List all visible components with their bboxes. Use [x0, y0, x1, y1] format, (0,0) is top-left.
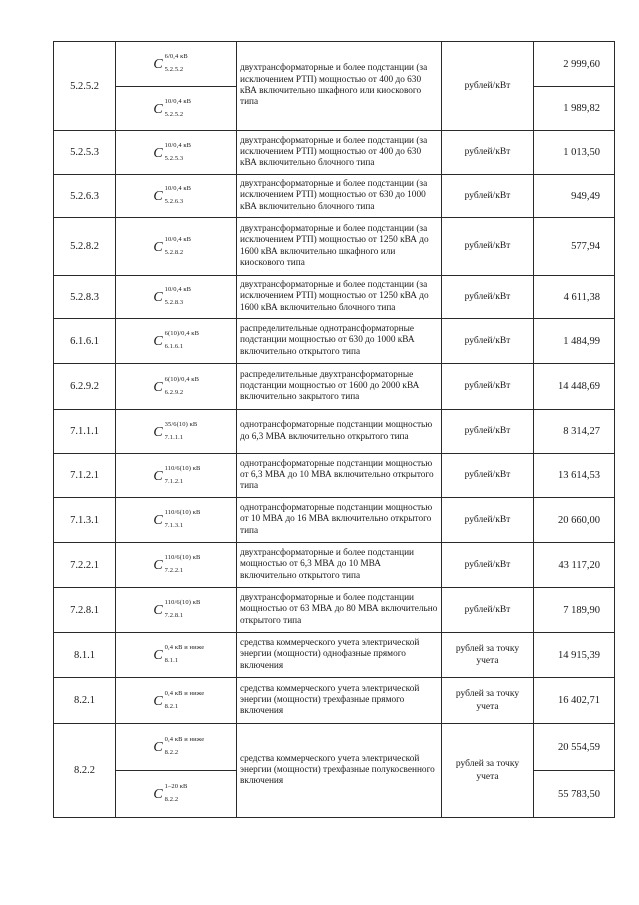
table-row: [54, 42, 615, 87]
rate-symbol-voltage: 110/6(10) кВ: [164, 554, 201, 561]
description-text: распределительные двухтрансформаторные подстанции мощностью от 1600 до 2000 кВА включительно закрытого типа: [240, 369, 420, 403]
rate-value: 14 448,69: [558, 381, 600, 392]
description-cell: [237, 543, 442, 588]
rate-symbol: C 10/0,4 кВ 5.2.8.2: [153, 235, 192, 256]
unit-cell: [442, 364, 534, 410]
rate-symbol: C 10/0,4 кВ 5.2.5.3: [153, 141, 192, 162]
rate-symbol-cell: [116, 87, 237, 131]
item-number-cell: [54, 588, 116, 633]
value-cell: [534, 498, 615, 543]
item-number-cell: [54, 276, 116, 319]
rate-symbol: C 10/0,4 кВ 5.2.6.3: [153, 185, 192, 205]
item-number: 7.1.3.1: [70, 514, 99, 526]
rate-symbol-voltage: 0,4 кВ и ниже: [164, 644, 205, 651]
value-cell: [534, 633, 615, 678]
item-number: 6.1.6.1: [70, 335, 99, 347]
description-text: двухтрансформаторные и более подстанции мощностью от 6,3 МВА до 10 МВА включительно открытого типа: [240, 548, 415, 581]
table-row: [54, 543, 615, 588]
description-cell: [237, 364, 442, 410]
item-number: 7.2.2.1: [70, 559, 99, 571]
unit-text: рублей за точку учета: [455, 643, 520, 666]
rate-symbol-cell: [116, 276, 237, 319]
rate-symbol-cell: [116, 218, 237, 276]
rate-symbol-cell: [116, 131, 237, 175]
unit-text: рублей/кВт: [464, 241, 511, 252]
rate-value: 13 614,53: [558, 470, 600, 481]
value-cell: [534, 771, 615, 818]
value-cell: [534, 87, 615, 131]
unit-text: рублей/кВт: [464, 147, 511, 158]
unit-cell: [442, 454, 534, 498]
description-cell: [237, 42, 442, 131]
rate-symbol-voltage: 10/0,4 кВ: [164, 97, 192, 105]
item-number: 8.2.1: [74, 695, 95, 706]
table-row: [54, 588, 615, 633]
description-cell: [237, 588, 442, 633]
unit-cell: [442, 319, 534, 364]
description-cell: [237, 678, 442, 724]
rate-symbol-index: 5.2.8.2: [164, 248, 184, 256]
item-number: 7.1.2.1: [70, 470, 99, 481]
rate-symbol: C 110/6(10) кВ 7.2.2.1: [153, 554, 201, 574]
item-number-cell: [54, 678, 116, 724]
item-number-cell: [54, 131, 116, 175]
item-number-cell: [54, 218, 116, 276]
rate-value: 7 189,90: [563, 604, 600, 616]
rate-symbol-index: 5.2.8.3: [164, 299, 184, 306]
unit-cell: [442, 724, 534, 818]
unit-text: рублей/кВт: [464, 470, 511, 481]
rate-symbol-index: 7.2.8.1: [164, 612, 184, 619]
description-cell: [237, 319, 442, 364]
description-text: двухтрансформаторные и более подстанции мощностью от 63 МВА до 80 МВА включительно открытого типа: [240, 593, 438, 626]
value-cell: [534, 276, 615, 319]
item-number: 5.2.5.2: [70, 80, 99, 92]
value-cell: [534, 218, 615, 276]
item-number: 5.2.8.3: [70, 291, 99, 303]
description-cell: [237, 633, 442, 678]
unit-text: рублей/кВт: [464, 335, 511, 346]
description-cell: [237, 724, 442, 818]
rate-symbol-index: 7.1.3.1: [164, 522, 184, 529]
item-number: 8.2.2: [74, 765, 95, 776]
rate-symbol: C 6(10)/0,4 кВ 6.2.9.2: [153, 375, 200, 396]
value-cell: [534, 42, 615, 87]
description-text: однотрансформаторные подстанции мощностью от 6,3 МВА до 10 МВА включительно открытого типа: [240, 458, 434, 492]
table-row: [54, 724, 615, 771]
rate-symbol: C 35/6(10) кВ 7.1.1.1: [153, 420, 198, 441]
description-text: двухтрансформаторные и более подстанции (за исключением РТП) мощностью от 400 до 630 кВА включительно блочного типа: [240, 135, 428, 169]
item-number-cell: [54, 498, 116, 543]
unit-text: рублей/кВт: [464, 604, 511, 615]
unit-text: рублей/кВт: [464, 559, 511, 570]
rate-value: 16 402,71: [558, 695, 600, 706]
rate-symbol-index: 8.2.1: [164, 702, 179, 710]
rate-value: 14 915,39: [558, 649, 600, 661]
rate-symbol-index: 5.2.5.2: [164, 110, 184, 118]
rate-symbol-index: 7.1.1.1: [164, 433, 184, 441]
rate-symbol-cell: [116, 364, 237, 410]
unit-text: рублей/кВт: [464, 190, 511, 201]
rate-symbol-cell: [116, 633, 237, 678]
rate-symbol: C 110/6(10) кВ 7.1.2.1: [153, 464, 201, 485]
rate-symbol-cell: [116, 771, 237, 818]
item-number: 5.2.5.3: [70, 147, 99, 158]
unit-text: рублей/кВт: [464, 291, 511, 302]
tariff-table: [53, 41, 615, 818]
unit-text: рублей/кВт: [464, 381, 511, 392]
description-text: распределительные однотрансформаторные подстанции мощностью от 630 до 1000 кВА включительно открытого типа: [240, 324, 415, 357]
rate-symbol-voltage: 10/0,4 кВ: [164, 141, 192, 149]
rate-symbol: C 6/0,4 кВ 5.2.5.2: [153, 53, 188, 73]
rate-symbol: C 110/6(10) кВ 7.2.8.1: [153, 599, 201, 619]
rate-symbol-index: 8.1.1: [164, 657, 179, 664]
rate-symbol: C 110/6(10) кВ 7.1.3.1: [153, 509, 201, 529]
item-number-cell: [54, 319, 116, 364]
rate-symbol-index: 6.1.6.1: [164, 343, 184, 350]
table-row: [54, 410, 615, 454]
item-number: 8.1.1: [74, 649, 95, 661]
rate-symbol: C 1–20 кВ 8.2.2: [153, 783, 188, 803]
rate-symbol-cell: [116, 175, 237, 218]
rate-symbol-cell: [116, 319, 237, 364]
table-row: [54, 218, 615, 276]
rate-symbol: C 0,4 кВ и ниже 8.1.1: [153, 644, 205, 664]
description-cell: [237, 218, 442, 276]
rate-symbol-index: 5.2.5.3: [164, 154, 184, 162]
value-cell: [534, 543, 615, 588]
rate-value: 1 013,50: [563, 147, 600, 158]
rate-symbol-cell: [116, 588, 237, 633]
item-number-cell: [54, 42, 116, 131]
item-number-cell: [54, 633, 116, 678]
description-text: двухтрансформаторные и более подстанции (за исключением РТП) мощностью от 1250 кВА до 1600 кВА включительно шкафного или киоскового типа: [240, 223, 429, 268]
rate-value: 8 314,27: [563, 426, 600, 437]
unit-cell: [442, 131, 534, 175]
table-row: [54, 364, 615, 410]
unit-cell: [442, 175, 534, 218]
table-row: [54, 131, 615, 175]
rate-symbol-index: 5.2.5.2: [164, 66, 184, 73]
rate-symbol-index: 5.2.6.3: [164, 198, 184, 205]
rate-value: 55 783,50: [558, 788, 600, 800]
rate-symbol: C 10/0,4 кВ 5.2.5.2: [153, 97, 192, 118]
unit-text: рублей за точку учета: [455, 689, 520, 712]
value-cell: [534, 131, 615, 175]
rate-symbol-voltage: 35/6(10) кВ: [164, 420, 198, 428]
rate-symbol-cell: [116, 42, 237, 87]
value-cell: [534, 319, 615, 364]
rate-symbol-voltage: 0,4 кВ и ниже: [164, 689, 205, 697]
rate-symbol-voltage: 1–20 кВ: [164, 783, 188, 790]
item-number: 5.2.6.3: [70, 190, 99, 202]
unit-text: рублей/кВт: [464, 514, 511, 525]
unit-text: рублей/кВт: [464, 426, 511, 437]
rate-symbol-voltage: 6(10)/0,4 кВ: [164, 375, 200, 383]
item-number: 7.1.1.1: [70, 426, 99, 437]
unit-cell: [442, 633, 534, 678]
description-text: средства коммерческого учета электрической энергии (мощности) однофазные прямого включения: [240, 638, 420, 671]
unit-cell: [442, 42, 534, 131]
rate-value: 4 611,38: [563, 291, 600, 303]
item-number: 5.2.8.2: [70, 241, 99, 252]
unit-text: рублей/кВт: [464, 80, 511, 91]
description-cell: [237, 131, 442, 175]
description-text: однотрансформаторные подстанции мощностью от 10 МВА до 16 МВА включительно открытого типа: [240, 503, 433, 536]
rate-symbol-index: 7.1.2.1: [164, 477, 184, 485]
description-text: двухтрансформаторные и более подстанции (за исключением РТП) мощностью от 1250 кВА до 1600 кВА включительно блочного типа: [240, 280, 429, 313]
description-text: двухтрансформаторные и более подстанции (за исключением РТП) мощностью от 400 до 630 кВА включительно шкафного или киоскового типа: [240, 63, 428, 108]
rate-symbol-voltage: 10/0,4 кВ: [164, 185, 192, 192]
rate-symbol-cell: [116, 454, 237, 498]
table-row: [54, 276, 615, 319]
rate-symbol-voltage: 110/6(10) кВ: [164, 599, 201, 606]
rate-value: 577,94: [571, 241, 600, 252]
rate-symbol-voltage: 110/6(10) кВ: [164, 509, 201, 516]
item-number-cell: [54, 724, 116, 818]
rate-symbol-cell: [116, 543, 237, 588]
rate-symbol-index: 7.2.2.1: [164, 567, 184, 574]
item-number: 7.2.8.1: [70, 604, 99, 616]
description-text: двухтрансформаторные и более подстанции (за исключением РТП) мощностью от 630 до 1000 кВА включительно блочного типа: [240, 179, 428, 212]
table-row: [54, 633, 615, 678]
rate-value: 2 999,60: [563, 58, 600, 70]
table-row: [54, 454, 615, 498]
unit-cell: [442, 588, 534, 633]
rate-value: 43 117,20: [558, 559, 600, 571]
unit-cell: [442, 543, 534, 588]
rate-value: 1 484,99: [563, 335, 600, 347]
unit-cell: [442, 218, 534, 276]
table-row: [54, 175, 615, 218]
rate-value: 20 660,00: [558, 514, 600, 526]
rate-symbol-cell: [116, 498, 237, 543]
value-cell: [534, 175, 615, 218]
description-cell: [237, 498, 442, 543]
item-number-cell: [54, 175, 116, 218]
rate-symbol: C 10/0,4 кВ 5.2.8.3: [153, 286, 192, 306]
item-number-cell: [54, 410, 116, 454]
rate-symbol-voltage: 10/0,4 кВ: [164, 286, 192, 293]
item-number-cell: [54, 543, 116, 588]
value-cell: [534, 678, 615, 724]
rate-symbol-voltage: 10/0,4 кВ: [164, 235, 192, 243]
rate-symbol-index: 6.2.9.2: [164, 388, 184, 396]
rate-symbol-index: 8.2.2: [164, 749, 179, 756]
rate-symbol-voltage: 6/0,4 кВ: [164, 53, 188, 60]
item-number-cell: [54, 454, 116, 498]
description-cell: [237, 175, 442, 218]
unit-cell: [442, 276, 534, 319]
tariff-table-body: [54, 42, 615, 818]
rate-symbol-voltage: 110/6(10) кВ: [164, 464, 201, 472]
rate-symbol-cell: [116, 410, 237, 454]
description-cell: [237, 410, 442, 454]
item-number-cell: [54, 364, 116, 410]
item-number: 6.2.9.2: [70, 381, 99, 392]
unit-text: рублей за точку учета: [455, 759, 520, 782]
value-cell: [534, 410, 615, 454]
rate-symbol: C 6(10)/0,4 кВ 6.1.6.1: [153, 330, 200, 350]
rate-symbol-cell: [116, 678, 237, 724]
table-row: [54, 678, 615, 724]
rate-symbol-index: 8.2.2: [164, 796, 179, 803]
table-row: [54, 498, 615, 543]
value-cell: [534, 454, 615, 498]
description-text: однотрансформаторные подстанции мощностью до 6,3 МВА включительно открытого типа: [240, 420, 433, 442]
rate-symbol-voltage: 6(10)/0,4 кВ: [164, 330, 200, 337]
rate-value: 1 989,82: [563, 103, 600, 114]
value-cell: [534, 364, 615, 410]
unit-cell: [442, 410, 534, 454]
rate-symbol: C 0,4 кВ и ниже 8.2.1: [153, 689, 205, 710]
description-text: средства коммерческого учета электрической энергии (мощности) трехфазные прямого включения: [240, 683, 420, 717]
description-text: средства коммерческого учета электрической энергии (мощности) трехфазные полукосвенного включения: [240, 753, 435, 787]
rate-symbol-voltage: 0,4 кВ и ниже: [164, 736, 205, 743]
description-cell: [237, 276, 442, 319]
value-cell: [534, 588, 615, 633]
rate-value: 949,49: [571, 190, 600, 202]
description-cell: [237, 454, 442, 498]
rate-symbol: C 0,4 кВ и ниже 8.2.2: [153, 736, 205, 756]
rate-symbol-cell: [116, 724, 237, 771]
unit-cell: [442, 678, 534, 724]
value-cell: [534, 724, 615, 771]
unit-cell: [442, 498, 534, 543]
rate-value: 20 554,59: [558, 741, 600, 753]
table-row: [54, 319, 615, 364]
